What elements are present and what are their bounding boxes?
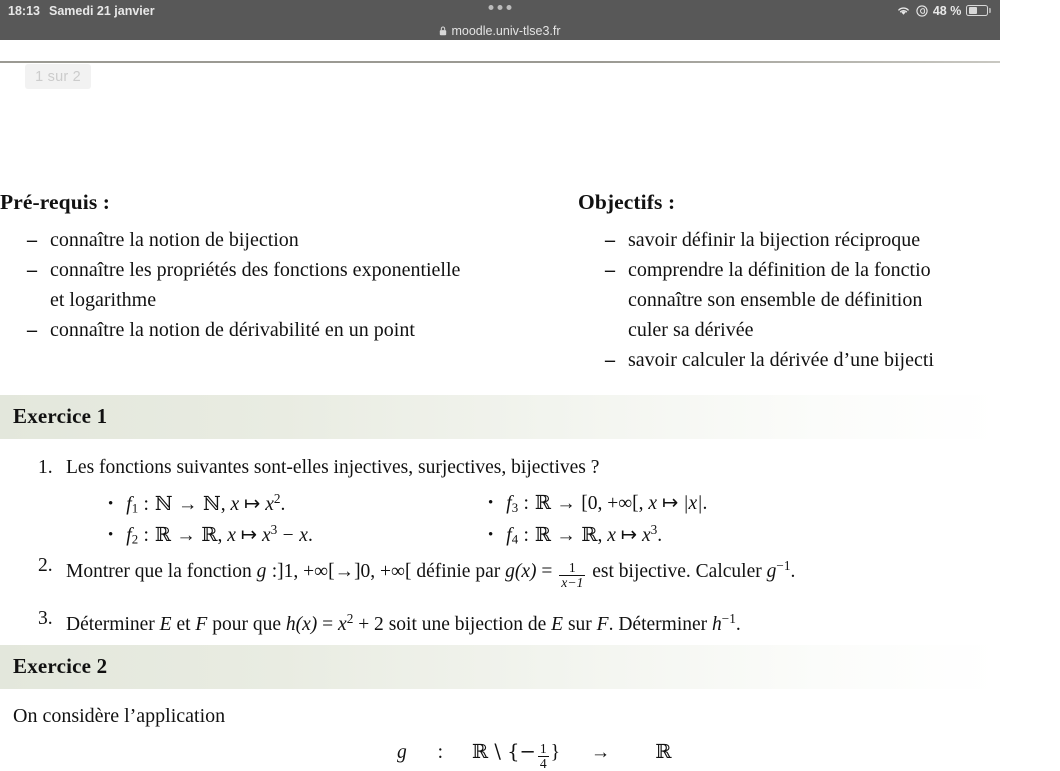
- list-item-continuation: [578, 285, 1060, 315]
- q3-et: et: [176, 613, 191, 635]
- q3-plus: + 2: [358, 613, 384, 635]
- q2-part2: définie par: [416, 560, 501, 582]
- exercice-2-heading-band: [0, 645, 1000, 689]
- q3-part3: soit une bijection de: [388, 613, 547, 635]
- f4-domain: ℝ: [534, 522, 552, 546]
- q3-set-e2: E: [551, 613, 564, 635]
- bullet-f3: • $f_3$ : ℝ → [0, +∞[, x ↦ |x|.: [488, 491, 708, 515]
- f2-var: x: [227, 524, 236, 546]
- list-item-label: connaître la notion de bijection: [50, 229, 299, 251]
- battery-cap: [989, 8, 991, 13]
- question-text: Les fonctions suivantes sont-elles injectives, surjectives, bijectives ?: [66, 457, 600, 478]
- question-3: [0, 606, 1000, 638]
- ios-status-bar: [0, 0, 1000, 21]
- prerequis-title: Pré-requis :: [0, 190, 111, 214]
- f1-var: x: [230, 493, 240, 515]
- exercice-2-function-definition: [397, 740, 672, 771]
- q2-equals: =: [541, 560, 553, 582]
- fraction-denominator: x−1: [561, 574, 584, 590]
- pdf-viewport[interactable]: [0, 40, 1000, 771]
- q2-codomain: ]0, +∞[: [354, 560, 412, 582]
- f4-name: f: [506, 524, 512, 546]
- q2-part3: est bijective. Calculer: [592, 560, 762, 582]
- list-item-label: savoir définir la bijection réciproque: [628, 229, 921, 251]
- q3-hx: h(x): [285, 613, 318, 635]
- f2-codomain: ℝ: [201, 522, 218, 546]
- function-bullets: [0, 481, 1000, 547]
- g-domain-prefix: ℝ \ {−: [471, 740, 536, 763]
- f1-name: f: [126, 493, 132, 515]
- f3-name: f: [506, 493, 512, 514]
- f3-arrow: →: [556, 493, 576, 514]
- list-item-label: connaître son ensemble de définition: [628, 289, 923, 311]
- f2-arrow: →: [176, 524, 196, 546]
- list-item: [0, 225, 570, 255]
- battery-icon: [966, 5, 991, 16]
- f2-exponent: 3: [270, 522, 278, 537]
- f2-mapsto: ↦: [240, 524, 258, 546]
- f2-domain: ℝ: [154, 522, 172, 546]
- f1-exponent: 2: [273, 491, 281, 506]
- exercice-1-questions: [0, 455, 1000, 637]
- page-indicator: 1 sur 2: [25, 64, 91, 89]
- f1-mapsto: ↦: [243, 493, 261, 515]
- q3-expr: x: [338, 613, 347, 635]
- f3-codomain: [0, +∞[: [581, 493, 639, 514]
- battery-fill: [969, 7, 977, 13]
- g-colon: :: [437, 742, 444, 763]
- f1-arrow: →: [178, 493, 198, 515]
- browser-chrome: [0, 0, 1000, 40]
- question-2: [0, 553, 1000, 590]
- g-domain-suffix: }: [550, 742, 561, 763]
- lock-icon: [439, 26, 447, 36]
- battery-percent-label: 48 %: [932, 3, 962, 18]
- f4-image: x: [641, 524, 651, 546]
- dash-marker: –: [27, 259, 37, 281]
- f4-codomain: ℝ: [581, 522, 598, 546]
- objectifs-title: Objectifs :: [578, 190, 676, 214]
- dash-marker: –: [605, 259, 615, 281]
- f4-var: x: [607, 524, 616, 546]
- dot-3: [507, 5, 512, 10]
- list-item: [578, 255, 1060, 285]
- address-bar[interactable]: [0, 21, 1000, 40]
- f2-index: 2: [131, 532, 139, 547]
- f2-end: .: [307, 524, 313, 546]
- question-1: [0, 455, 1000, 481]
- exercice-1-heading: Exercice 1: [13, 404, 108, 428]
- q2-gx: g(x): [505, 560, 537, 582]
- question-number: 3.: [38, 607, 53, 629]
- f3-domain: ℝ: [534, 491, 552, 514]
- objectifs-section: [578, 190, 1060, 375]
- f2-name: f: [126, 524, 132, 546]
- prerequis-section: [0, 190, 570, 345]
- f3-index: 3: [511, 500, 519, 515]
- f2-tail: − x: [281, 524, 308, 546]
- q2-part1: Montrer que la fonction: [66, 560, 252, 582]
- dash-marker: –: [605, 349, 615, 371]
- fraction-numerator: 1: [568, 559, 576, 575]
- f1-codomain: ℕ: [202, 491, 221, 515]
- dot-2: [498, 5, 503, 10]
- list-item-label: savoir calculer la dérivée d’une bijecti: [628, 349, 934, 371]
- q2-g-inverse: g: [766, 560, 777, 582]
- f3-end: .: [702, 493, 708, 514]
- f2-image: x: [261, 524, 271, 546]
- list-item-label: et logarithme: [50, 289, 157, 311]
- f4-end: .: [657, 524, 663, 546]
- list-item: [0, 315, 570, 345]
- q2-domain: ]1, +∞[: [277, 560, 335, 582]
- list-item: [0, 255, 570, 285]
- f1-image: x: [265, 493, 274, 515]
- bullet-f4: • $f_4$ : ℝ → ℝ, x ↦ $x^3$.: [488, 522, 663, 547]
- q3-set-f: F: [195, 613, 208, 635]
- g-codomain: ℝ: [655, 740, 672, 763]
- q2-end: .: [790, 560, 796, 582]
- status-left-group: [8, 4, 155, 18]
- q3-equals: =: [322, 613, 334, 635]
- bullet-marker: •: [108, 526, 114, 543]
- fraction-denominator: 4: [539, 755, 547, 771]
- f4-exponent: 3: [650, 522, 658, 537]
- question-number: 2.: [38, 555, 53, 576]
- exercice-2-heading: Exercice 2: [13, 654, 108, 678]
- g-arrow: →: [590, 742, 611, 763]
- list-item-label: connaître la notion de dérivabilité en un point: [50, 319, 415, 341]
- q3-h-inverse-exponent: −1: [721, 610, 736, 626]
- q2-function-name: g: [256, 560, 267, 582]
- f1-end: .: [280, 493, 286, 515]
- status-right-group: [896, 4, 991, 18]
- dash-marker: –: [27, 229, 37, 251]
- status-date: Samedi 21 janvier: [48, 3, 155, 18]
- q2-arrow: →: [334, 560, 355, 582]
- g-name: g: [397, 742, 407, 763]
- q3-part1: Déterminer: [66, 613, 155, 635]
- bullet-marker: •: [488, 495, 494, 511]
- exercice-2-intro: On considère l’application: [13, 705, 226, 727]
- bullet-marker: •: [488, 526, 494, 543]
- question-number: 1.: [38, 457, 53, 478]
- q3-part4: . Déterminer: [608, 613, 708, 635]
- f3-var: x: [648, 493, 658, 514]
- dot-1: [489, 5, 494, 10]
- bullet-marker: •: [108, 495, 114, 512]
- dash-marker: –: [605, 229, 615, 251]
- list-item-continuation: [578, 315, 1060, 345]
- q3-set-e: E: [159, 613, 172, 635]
- bullet-f2: • $f_2$ : ℝ → ℝ, x ↦ $x^3 - x$.: [108, 522, 313, 547]
- list-item-continuation: [0, 285, 570, 315]
- list-item-label: culer sa dérivée: [628, 319, 754, 341]
- list-item-label: connaître les propriétés des fonctions exponentielle: [50, 259, 461, 281]
- list-item-label: comprendre la définition de la fonctio: [628, 259, 931, 281]
- battery-body: [966, 5, 988, 16]
- f1-index: 1: [131, 501, 139, 516]
- f4-mapsto: ↦: [620, 524, 638, 546]
- f3-mapsto: ↦: [661, 493, 679, 514]
- q3-exponent: 2: [346, 610, 354, 626]
- q3-h-inverse: h: [712, 613, 722, 635]
- list-item: [578, 225, 1060, 255]
- prerequis-list: [0, 225, 570, 345]
- q2-g-inverse-exponent: −1: [776, 558, 791, 573]
- q2-colon: :: [271, 560, 278, 582]
- location-icon: [916, 5, 928, 17]
- pdf-page-content: [0, 40, 1000, 771]
- exercice-1-heading-band: [0, 395, 1000, 439]
- bullet-f1: • $f_1$ : ℕ → ℕ, x ↦ $x^2$.: [108, 491, 286, 516]
- url-text: moodle.univ-tlse3.fr: [451, 23, 561, 38]
- q3-set-f2: F: [596, 613, 609, 635]
- q3-end: .: [735, 613, 741, 635]
- f1-domain: ℕ: [154, 491, 173, 515]
- f4-arrow: →: [556, 524, 576, 546]
- more-dots-icon[interactable]: [489, 5, 512, 10]
- f4-index: 4: [511, 532, 519, 547]
- fraction-numerator: 1: [539, 740, 547, 756]
- g-domain-fraction: [538, 742, 549, 771]
- status-time: 18:13: [8, 3, 40, 18]
- wifi-icon: [896, 5, 911, 16]
- q2-fraction: [559, 561, 585, 590]
- objectifs-list: [578, 225, 1060, 375]
- q3-sur: sur: [567, 613, 592, 635]
- list-item: [578, 345, 1060, 375]
- dash-marker: –: [27, 319, 37, 341]
- f3-image: |x|: [683, 493, 703, 514]
- q3-part2: pour que: [212, 613, 281, 635]
